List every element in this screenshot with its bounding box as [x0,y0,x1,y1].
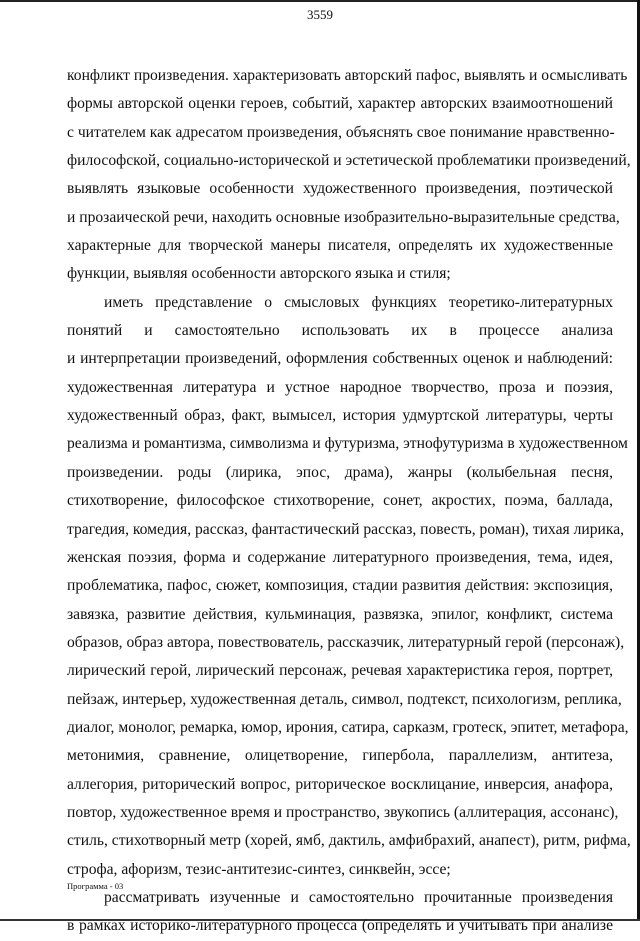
text-line: образов, образ автора, повествователь, рассказчик, литературный герой (персонаж), [67,633,625,651]
text-line: стихотворение, философское стихотворение, сонет, акростих, поэма, баллада, [67,492,613,510]
text-line: иметь представление о смысловых функциях теоретико-литературных [104,293,613,311]
text-line: повтор, художественное время и пространство, звукопись (аллитерация, ассонанс), [67,803,619,821]
text-line: реализма и романтизма, символизма и футуризма, этнофутуризма в художественном [67,435,628,453]
text-line: художественная литература и устное народное творчество, проза и поэзия, [67,378,613,396]
text-line: художественный образ, факт, вымысел, история удмуртской литературы, черты [67,407,613,425]
document-body [67,62,631,941]
text-line: трагедия, комедия, рассказ, фантастический рассказ, повесть, роман), тихая лирика, [67,520,625,538]
text-line: с читателем как адресатом произведения, объяснять свое понимание нравственно- [67,123,615,141]
text-line: аллегория, риторический вопрос, риторическое восклицание, инверсия, анафора, [67,775,613,793]
text-line: строфа, афоризм, тезис-антитезис-синтез, синквейн, эссе; [67,860,451,878]
text-line: конфликт произведения. характеризовать авторский пафос, выявлять и осмысливать [67,67,628,84]
text-line: и интерпретации произведений, оформления собственных оценок и наблюдений: [67,350,613,368]
text-line: в рамках историко-литературного процесса (определять и учитывать при анализе [67,917,613,935]
text-line: метонимия, сравнение, олицетворение, гипербола, параллелизм, антитеза, [67,747,613,765]
text-line: функции, выявляя особенности авторского языка и стиля; [67,265,451,283]
text-line: пейзаж, интерьер, художественная деталь, символ, подтекст, психологизм, реплика, [67,690,622,708]
scan-top-edge [0,0,640,2]
page-number: 3559 [307,7,333,22]
text-line: завязка, развитие действия, кульминация, развязка, эпилог, конфликт, система [67,605,613,623]
text-line: проблематика, пафос, сюжет, композиция, стадии развития действия: экспозиция, [67,577,613,595]
text-line: лирический герой, лирический персонаж, речевая характеристика героя, портрет, [67,662,613,680]
text-line: диалог, монолог, ремарка, юмор, ирония, сатира, сарказм, гротеск, эпитет, метафора, [67,718,629,736]
text-line: рассматривать изученные и самостоятельно прочитанные произведения [104,888,613,906]
text-line: выявлять языковые особенности художественного произведения, поэтической [67,180,613,198]
text-line: женская поэзия, форма и содержание литературного произведения, тема, идея, [67,548,613,566]
text-line: и прозаической речи, находить основные изобразительно-выразительные средства, [67,208,620,226]
text-line: характерные для творческой манеры писателя, определять их художественные [67,237,613,255]
page-footer: Программа - 03 [67,881,124,891]
text-line: стиль, стихотворный метр (хорей, ямб, дактиль, амфибрахий, анапест), ритм, рифма, [67,832,631,850]
text-line: произведении. роды (лирика, эпос, драма), жанры (колыбельная песня, [67,463,613,481]
text-line: формы авторской оценки героев, событий, характер авторских взаимоотношений [67,95,613,113]
text-line: философской, социально-исторической и эстетической проблематики произведений, [67,152,631,170]
text-line: понятий и самостоятельно использовать их в процессе анализа [67,322,613,340]
